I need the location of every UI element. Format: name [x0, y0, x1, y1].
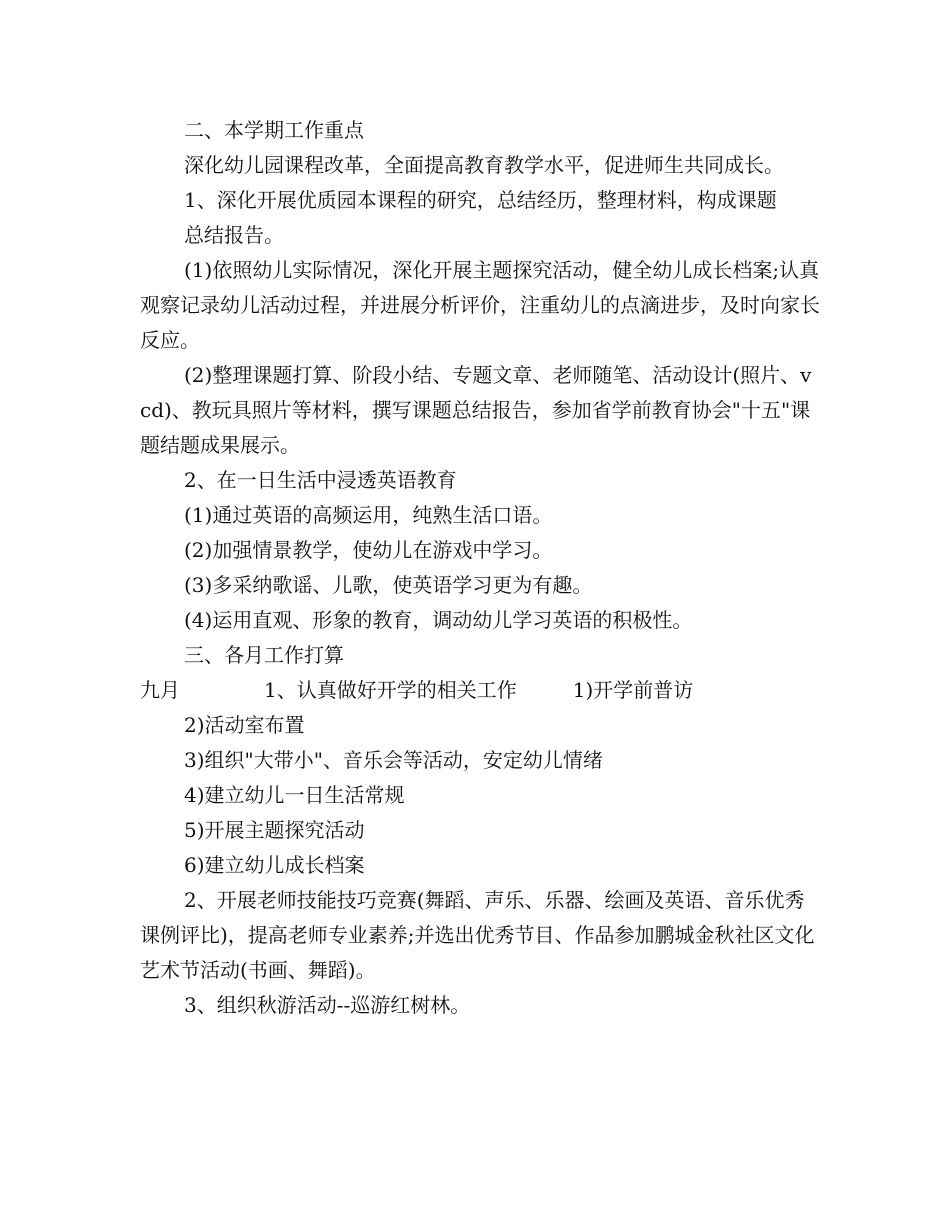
paragraph-intro: 深化幼儿园课程改革，全面提高教育教学水平，促进师生共同成长。: [184, 153, 784, 177]
paragraph-english-3: (3)多采纳歌谣、儿歌，使英语学习更为有趣。: [184, 573, 593, 597]
paragraph-item-2: 2、在一日生活中浸透英语教育: [184, 468, 457, 492]
spacer: [517, 673, 573, 708]
september-sub-1: 1)开学前普访: [572, 678, 694, 702]
document-body: [140, 113, 820, 1023]
paragraph-item-1: 1、深化开展优质园本课程的研究，总结经历，整理材料，构成课题: [184, 188, 777, 212]
september-item-1: 1、认真做好开学的相关工作: [264, 678, 517, 702]
section-heading-3: 三、各月工作打算: [184, 643, 344, 667]
sub-item: 5)开展主题探究活动: [184, 818, 365, 842]
month-label: 九月: [140, 678, 180, 702]
paragraph-item-1-cont: 总结报告。: [184, 223, 284, 247]
sub-item: 4)建立幼儿一日生活常规: [184, 783, 405, 807]
paragraph-competition: 2、开展老师技能技巧竞赛(舞蹈、声乐、乐器、绘画及英语、音乐优秀课例评比)，提高老师专业素养;并选出优秀节目、作品参加鹏城金秋社区文化艺术节活动(书画、舞蹈)。: [140, 888, 815, 982]
paragraph-autumn-trip: 3、组织秋游活动--巡游红树林。: [184, 993, 471, 1017]
paragraph-english-1: (1)通过英语的高频运用，纯熟生活口语。: [184, 503, 553, 527]
sub-item: 6)建立幼儿成长档案: [184, 853, 365, 877]
sub-item: 2)活动室布置: [184, 713, 305, 737]
september-row: [140, 673, 820, 708]
paragraph-english-4: (4)运用直观、形象的教育，调动幼儿学习英语的积极性。: [184, 608, 693, 632]
paragraph-english-2: (2)加强情景教学，使幼儿在游戏中学习。: [184, 538, 553, 562]
paragraph-sub-1: (1)依照幼儿实际情况，深化开展主题探究活动，健全幼儿成长档案;认真观察记录幼儿活动过程，并进展分析评价，注重幼儿的点滴进步，及时向家长反应。: [140, 258, 820, 352]
section-heading-2: 二、本学期工作重点: [184, 118, 364, 142]
sub-item: 3)组织"大带小"、音乐会等活动，安定幼儿情绪: [184, 748, 603, 772]
paragraph-sub-2: (2)整理课题打算、阶段小结、专题文章、老师随笔、活动设计(照片、vcd)、教玩具照片等材料，撰写课题总结报告，参加省学前教育协会"十五"课题结题成果展示。: [140, 363, 812, 457]
spacer: [180, 673, 264, 708]
